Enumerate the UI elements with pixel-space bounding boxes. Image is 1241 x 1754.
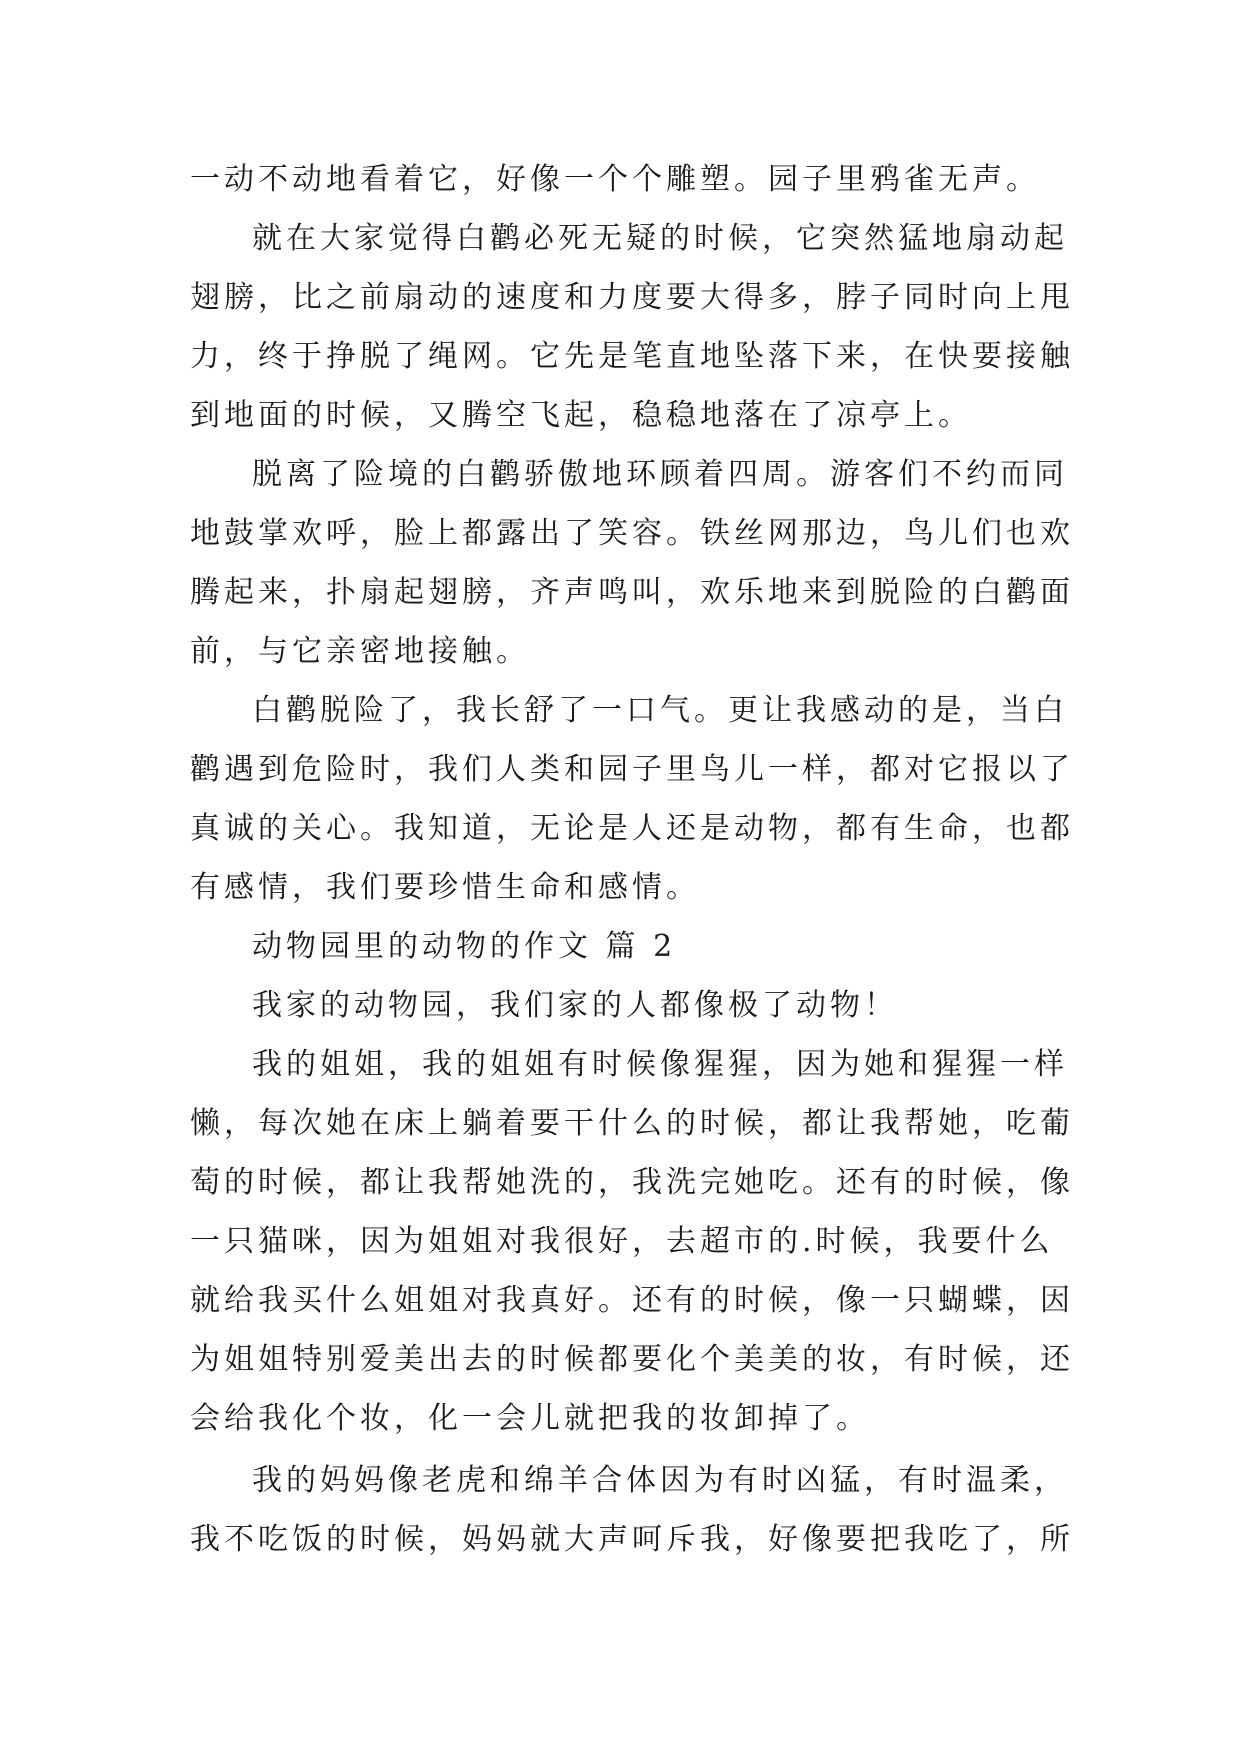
text-line: 懒，每次她在床上躺着要干什么的时候，都让我帮她，吃葡	[190, 1106, 1074, 1141]
text-line: 动物园里的动物的作文 篇 2	[252, 929, 677, 964]
paragraph	[190, 209, 1074, 445]
text-line: 白鹳脱险了，我长舒了一口气。更让我感动的是，当白	[252, 693, 1068, 728]
text-line: 就给我买什么姐姐对我真好。还有的时候，像一只蝴蝶，因	[190, 1283, 1074, 1318]
paragraph	[190, 1451, 1074, 1569]
section-heading	[190, 917, 1062, 976]
text-line: 翅膀，比之前扇动的速度和力度要大得多，脖子同时向上甩	[190, 280, 1074, 315]
paragraph	[190, 681, 1074, 917]
text-line: 脱离了险境的白鹳骄傲地环顾着四周。游客们不约而同	[252, 457, 1068, 492]
paragraph	[190, 976, 1062, 1035]
text-line: 地鼓掌欢呼，脸上都露出了笑容。铁丝网那边，鸟儿们也欢	[190, 516, 1074, 551]
text-line: 会给我化个妆，化一会儿就把我的妆卸掉了。	[190, 1401, 870, 1436]
text-line: 到地面的时候，又腾空飞起，稳稳地落在了凉亭上。	[190, 398, 972, 433]
text-line: 就在大家觉得白鹳必死无疑的时候，它突然猛地扇动起	[252, 221, 1068, 256]
text-line: 力，终于挣脱了绳网。它先是笔直地坠落下来，在快要接触	[190, 339, 1074, 374]
text-line: 我的姐姐，我的姐姐有时候像猩猩，因为她和猩猩一样	[252, 1047, 1068, 1082]
text-line: 为姐姐特别爱美出去的时候都要化个美美的妆，有时候，还	[190, 1342, 1074, 1377]
text-line: 我不吃饭的时候，妈妈就大声呵斥我，好像要把我吃了，所	[190, 1522, 1074, 1557]
document-page	[190, 150, 1074, 1569]
paragraph	[190, 150, 1062, 209]
text-line: 鹳遇到危险时，我们人类和园子里鸟儿一样，都对它报以了	[190, 752, 1074, 787]
text-line: 一只猫咪，因为姐姐对我很好，去超市的.时候，我要什么	[190, 1224, 1054, 1259]
text-line: 一动不动地看着它，好像一个个雕塑。园子里鸦雀无声。	[190, 162, 1040, 197]
text-line: 真诚的关心。我知道，无论是人还是动物，都有生命，也都	[190, 811, 1074, 846]
text-line: 我家的动物园，我们家的人都像极了动物！	[252, 988, 898, 1023]
text-line: 我的妈妈像老虎和绵羊合体因为有时凶猛，有时温柔，	[252, 1463, 1068, 1498]
text-line: 萄的时候，都让我帮她洗的，我洗完她吃。还有的时候，像	[190, 1165, 1074, 1200]
text-line: 有感情，我们要珍惜生命和感情。	[190, 870, 700, 905]
paragraph	[190, 445, 1074, 681]
paragraph	[190, 1035, 1074, 1448]
text-line: 腾起来，扑扇起翅膀，齐声鸣叫，欢乐地来到脱险的白鹳面	[190, 575, 1074, 610]
text-line: 前，与它亲密地接触。	[190, 634, 530, 669]
